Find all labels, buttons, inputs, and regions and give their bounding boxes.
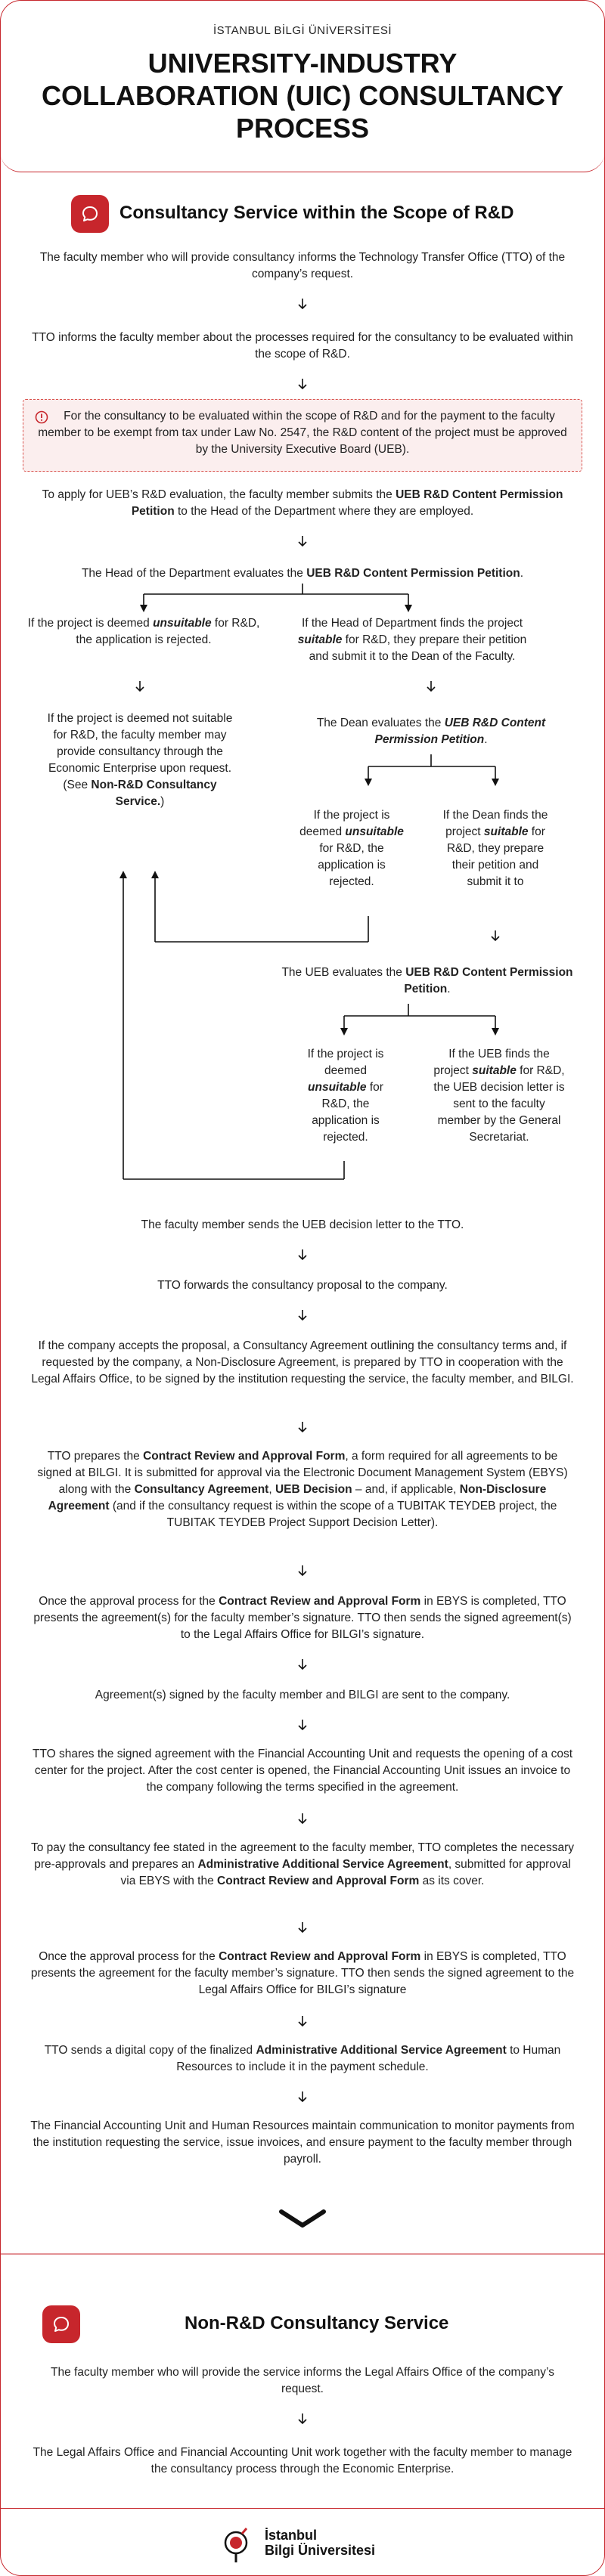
- step-agreement-prepared: If the company accepts the proposal, a Consultancy Agreement outlining the consultancy terms and, if requested by the company, a Non-Disclosure Agreement, is prepared by TTO in cooperation with the Legal Affairs Office, to be signed by the institution requesting the service, the faculty member, and BILGI.: [31, 1339, 574, 1386]
- step-forward-proposal: TTO forwards the consultancy proposal to the company.: [157, 1279, 448, 1292]
- arrow-down-icon: [295, 2411, 310, 2426]
- university-name: İSTANBUL BİLGİ ÜNİVERSİTESİ: [213, 24, 392, 37]
- ueb-evaluates-text: The UEB evaluates the UEB R&D Content Permission Petition.: [281, 966, 573, 995]
- head-accept-text: If the Head of Department finds the project suitable for R&D, they prepare their petition and submit it to the Dean of the Faculty.: [297, 617, 527, 663]
- dean-reject-text: If the project is deemed unsuitable for R&D, the application is rejected.: [299, 809, 404, 888]
- arrow-down-icon: [488, 928, 503, 943]
- non-rd-note: If the project is deemed not suitable for R&D, the faculty member may provide consultancy through the Economic Enterprise upon request. (See Non-R&D Consultancy Service.): [47, 712, 233, 808]
- step-tto-informs: TTO informs the faculty member about the processes required for the consultancy to be evaluated within the scope of R&D.: [32, 331, 573, 361]
- dean-accept-text: If the Dean finds the project suitable for R&D, they prepare their petition and submit it to: [442, 809, 548, 888]
- ueb-accept-text: If the UEB finds the project suitable for R&D, the UEB decision letter is sent to the faculty member by the General Secretariat.: [433, 1048, 565, 1144]
- chat-bubble-icon: [42, 2305, 80, 2343]
- arrow-down-icon: [295, 376, 310, 392]
- arrow-down-icon: [295, 2014, 310, 2029]
- arrow-down-icon: [295, 1920, 310, 1935]
- bilgi-logo-icon: [219, 2525, 260, 2564]
- arrow-down-icon: [295, 296, 310, 311]
- arrow-down-icon: [424, 679, 439, 694]
- chat-bubble-icon: [71, 195, 109, 233]
- section-title-non-rd: Non-R&D Consultancy Service: [185, 2313, 449, 2333]
- step-submit-petition: To apply for UEB’s R&D evaluation, the faculty member submits the UEB R&D Content Permission Petition to the Head of the Department where they are employed.: [42, 488, 563, 518]
- step-additional-service-agreement: To pay the consultancy fee stated in the agreement to the faculty member, TTO completes the necessary pre-approvals and prepares an Administrative Additional Service Agreement, submitted for approval via EBYS with the Contract Review and Approval Form as its cover.: [31, 1841, 574, 1887]
- arrow-down-icon: [295, 1717, 310, 1732]
- non-rd-step-economic-enterprise: The Legal Affairs Office and Financial Accounting Unit work together with the faculty member to manage the consultancy process through the Economic Enterprise.: [33, 2446, 572, 2475]
- warning-text: For the consultancy to be evaluated within the scope of R&D and for the payment to the faculty member to be exempt from tax under Law No. 2547, the R&D content of the project must be approved by the University Executive Board (UEB).: [38, 410, 567, 456]
- text-fade: [424, 930, 544, 952]
- arrow-down-icon: [295, 534, 310, 549]
- arrow-down-icon: [295, 1563, 310, 1578]
- step-cost-center: TTO shares the signed agreement with the Financial Accounting Unit and requests the opening of a cost center for the project. After the cost center is opened, the Financial Accounting Unit issues an invoice to the company following the terms specified in the agreement.: [33, 1748, 572, 1794]
- step-head-evaluates: The Head of the Department evaluates the UEB R&D Content Permission Petition.: [81, 567, 524, 580]
- step-hr-digital-copy: TTO sends a digital copy of the finalized Administrative Additional Service Agreement to Human Resources to include it in the payment schedule.: [44, 2044, 561, 2073]
- dean-evaluates-text: The Dean evaluates the UEB R&D Content Permission Petition.: [316, 717, 546, 746]
- step-agreement-signature: Once the approval process for the Contract Review and Approval Form in EBYS is completed, TTO presents the agreement for the faculty member’s signature. TTO then sends the signed agreement to the Legal Affairs Office for BILGI’s signature: [30, 1950, 575, 1996]
- arrow-down-icon: [295, 1811, 310, 1826]
- arrow-down-icon: [295, 1657, 310, 1672]
- arrow-down-icon: [295, 1308, 310, 1323]
- step-send-decision: The faculty member sends the UEB decision letter to the TTO.: [141, 1218, 464, 1231]
- arrow-down-icon: [295, 1247, 310, 1262]
- arrow-down-icon: [295, 2089, 310, 2104]
- step-contract-review-form: TTO prepares the Contract Review and Approval Form, a form required for all agreements to be signed at BILGI. It is submitted for approval via the Electronic Document Management System (EBYS) along with the Consultancy Agreement, UEB Decision – and, if applicable, Non-Disclosure Agreement (and if the consultancy request is within the scope of a TUBITAK TEYDEB project, the TUBITAK TEYDEB Project Support Decision Letter).: [37, 1450, 568, 1529]
- arrow-down-icon: [295, 1420, 310, 1435]
- ueb-reject-text: If the project is deemed unsuitable for R&D, the application is rejected.: [307, 1048, 384, 1144]
- page-title: UNIVERSITY-INDUSTRY COLLABORATION (UIC) CONSULTANCY PROCESS: [42, 48, 563, 144]
- step-inform-tto: The faculty member who will provide consultancy informs the Technology Transfer Office (TTO) of the company’s request.: [39, 251, 566, 280]
- step-faculty-signature: Once the approval process for the Contract Review and Approval Form in EBYS is completed, TTO presents the agreement(s) for the faculty member’s signature. TTO then sends the signed agreement(s) to the Legal Affairs Office for BILGI’s signature.: [33, 1595, 572, 1641]
- head-reject-text: If the project is deemed unsuitable for R&D, the application is rejected.: [27, 617, 260, 646]
- step-sent-to-company: Agreement(s) signed by the faculty member and BILGI are sent to the company.: [95, 1689, 510, 1701]
- footer-divider: [0, 2508, 605, 2509]
- footer-logo-text: İstanbul Bilgi Üniversitesi: [265, 2528, 376, 2558]
- section-title-rd: Consultancy Service within the Scope of R&D: [119, 203, 514, 223]
- step-payroll: The Financial Accounting Unit and Human Resources maintain communication to monitor payments from the institution requesting the service, issue invoices, and ensure payment to the faculty member through payroll.: [30, 2119, 575, 2166]
- arrow-down-icon: [132, 679, 147, 694]
- non-rd-step-inform-legal: The faculty member who will provide the service informs the Legal Affairs Office of the company’s request.: [51, 2366, 554, 2395]
